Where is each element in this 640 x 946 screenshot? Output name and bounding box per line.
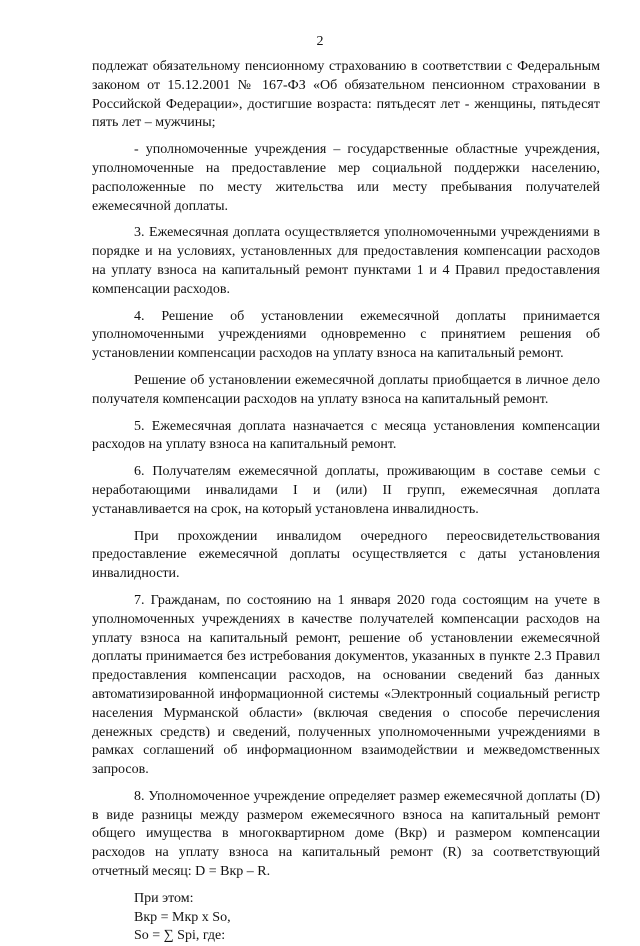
formula-intro: При этом: [134, 890, 194, 906]
page-number: 2 [316, 34, 324, 49]
paragraph-item-3: 3. Ежемесячная доплата осуществляется уполномоченными учреждениями в порядке и на условиях, установленных для предоставления компенсации расходов на уплату взноса на капитальный ремонт пунктами 1 и 4 Правил предоставления компенсации расходов. [92, 225, 600, 297]
formula-vkr: Вкр = Мкр x So, [134, 909, 231, 925]
paragraph-item-4-decision: Решение об установлении ежемесячной доплаты приобщается в личное дело получателя компенсации расходов на уплату взноса на капитальный ремонт. [92, 372, 600, 407]
paragraph-item-7: 7. Гражданам, по состоянию на 1 января 2020 года состоящим на учете в уполномоченных учреждениях в качестве получателей компенсации расходов на уплату взноса на капитальный ремонт, решение об установлении ежемесячной доплаты принимается без истребования документов, указанных в пункте 2.3 Правил предоставления компенсации расходов, на основании сведений баз данных автоматизированной информационной системы «Электронный социальный регистр населения Мурманской области» (включая сведения о способе перечисления денежных средств) и сведений, полученных уполномоченными учреждениями в рамках соглашений об информационном взаимодействии и межведомственных запросов. [92, 592, 600, 778]
paragraph-item-6-reexamination: При прохождении инвалидом очередного переосвидетельствования предоставление ежемесячной доплаты осуществляется с даты установления инвалидности. [92, 528, 600, 582]
formula-so: So = ∑ Spi, где: [134, 928, 226, 944]
paragraph-item-5: 5. Ежемесячная доплата назначается с месяца установления компенсации расходов на уплату взноса на капитальный ремонт. [92, 418, 600, 453]
paragraph-item-6: 6. Получателям ежемесячной доплаты, проживающим в составе семьи с неработающими инвалидами I и (или) II групп, ежемесячная доплата устанавливается на срок, на который установлена инвалидность. [92, 464, 600, 517]
paragraph-continued: подлежат обязательному пенсионному страхованию в соответствии с Федеральным законом от 15.12.2001 № 167-ФЗ «Об обязательном пенсионном страховании в Российской Федерации», достигшие возраста: пятьдесят лет - женщины, пятьдесят пять лет – мужчины; [92, 59, 600, 131]
paragraph-item-8: 8. Уполномоченное учреждение определяет размер ежемесячной доплаты (D) в виде разницы между размером ежемесячного взноса на капитальный ремонт общего имущества в многоквартирном доме (Вкр) и размером компенсации расходов на уплату взноса на капитальный ремонт (R) за соответствующий отчетный месяц: D = Вкр – R. [92, 788, 600, 880]
document-body [92, 58, 600, 946]
paragraph-item-4: 4. Решение об установлении ежемесячной доплаты принимается уполномоченными учреждениями одновременно с принятием решения об установлении компенсации расходов на уплату взноса на капитальный ремонт. [92, 308, 600, 362]
paragraph-definition-institutions: - уполномоченные учреждения – государственные областные учреждения, уполномоченные на предоставление мер социальной поддержки населению, расположенные по месту жительства или месту пребывания получателей ежемесячной доплаты. [92, 142, 600, 214]
